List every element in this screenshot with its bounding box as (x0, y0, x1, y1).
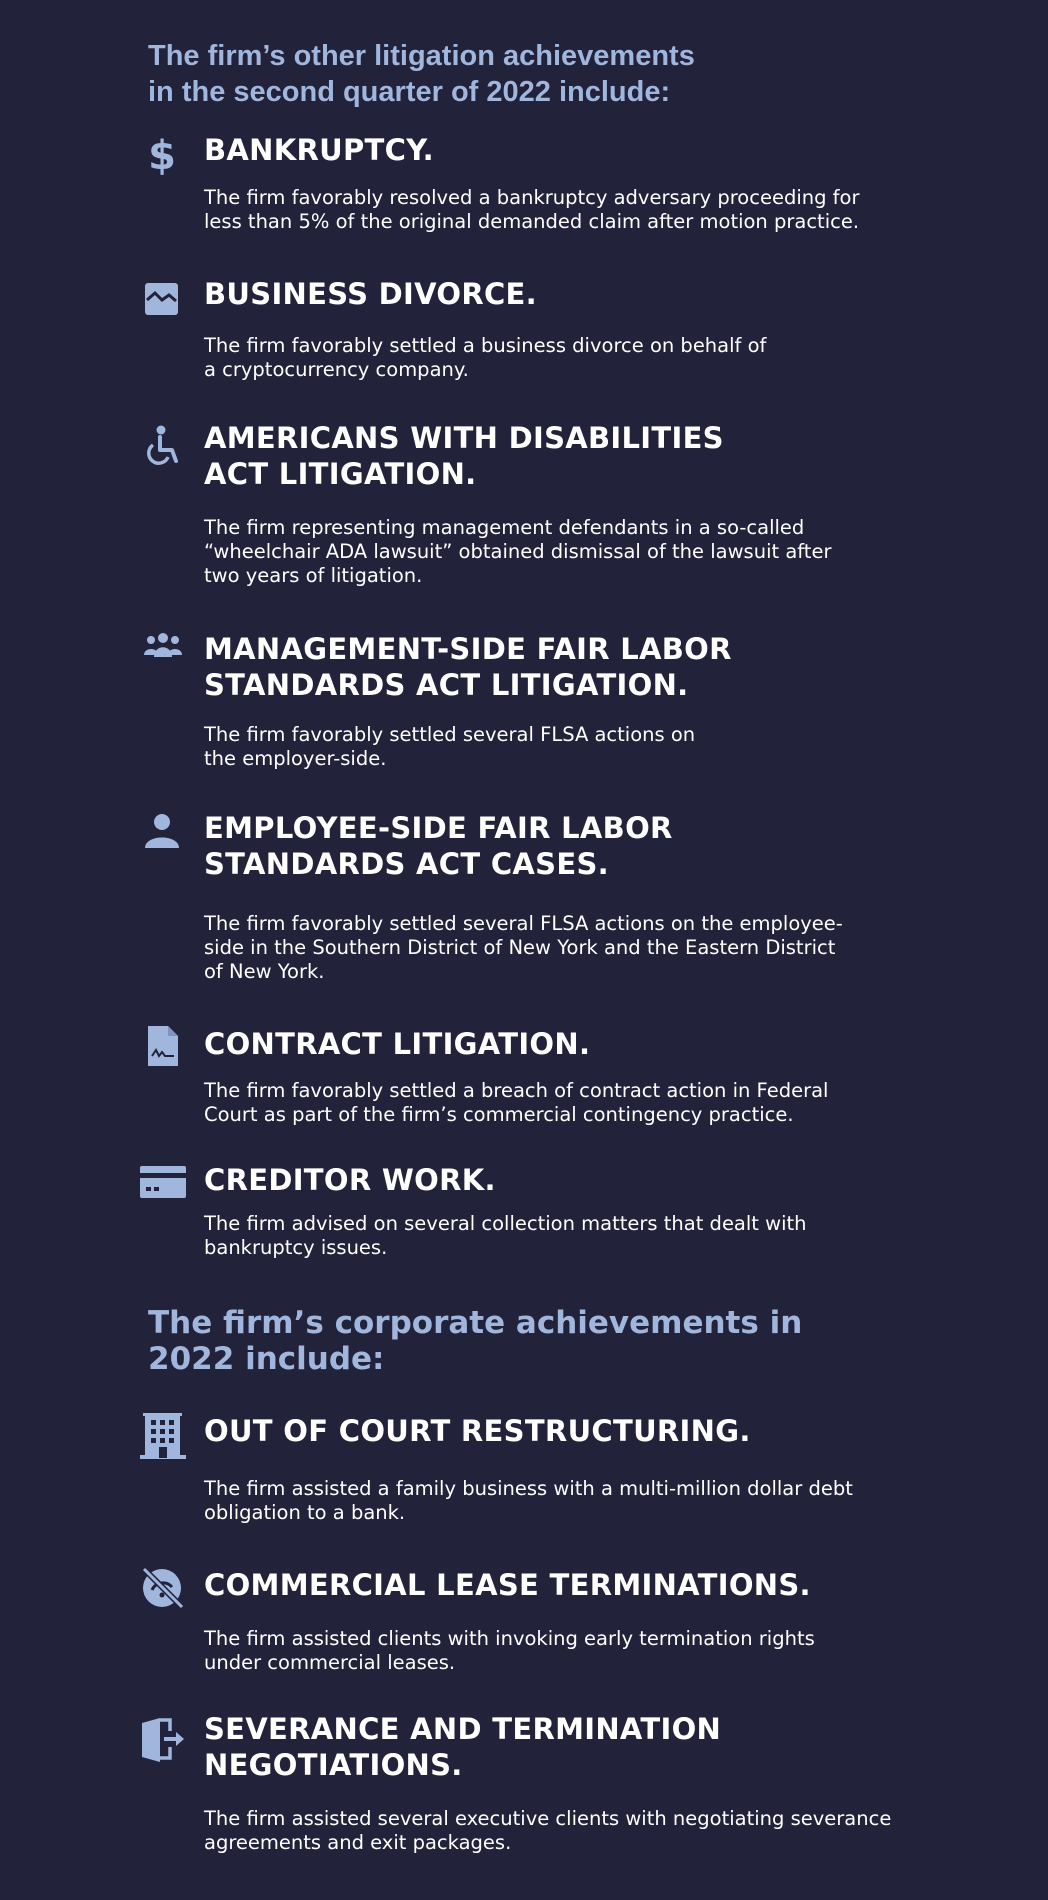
exit-door-icon (140, 1717, 186, 1763)
item-title: SEVERANCE AND TERMINATION NEGOTIATIONS. (204, 1712, 722, 1782)
item-title: CONTRACT LITIGATION. (204, 1027, 591, 1061)
item-title: MANAGEMENT-SIDE FAIR LABOR STANDARDS ACT LITIGATION. (204, 632, 732, 702)
item-title: BANKRUPTCY. (204, 133, 435, 167)
item-title: EMPLOYEE-SIDE FAIR LABOR STANDARDS ACT CASES. (204, 811, 673, 881)
credit-card-icon (140, 1162, 186, 1208)
litigation-heading: The firm’s other litigation achievements in the second quarter of 2022 include: (148, 40, 695, 108)
item-title: OUT OF COURT RESTRUCTURING. (204, 1414, 751, 1448)
image-icon (140, 276, 186, 322)
item-description: The firm favorably settled several FLSA actions on the employee- side in the Southern District of New York and the Eastern District of New York. (204, 912, 843, 983)
item-title: AMERICANS WITH DISABILITIES ACT LITIGATION. (204, 421, 724, 491)
item-description: The firm assisted clients with invoking early termination rights under commercial leases. (204, 1627, 815, 1674)
item-description: The firm favorably settled several FLSA actions on the employer-side. (204, 723, 696, 770)
item-description: The firm favorably settled a breach of contract action in Federal Court as part of the firm’s commercial contingency practice. (204, 1079, 829, 1126)
corporate-heading: The firm’s corporate achievements in 2022 include: (148, 1305, 803, 1377)
group-icon (140, 625, 186, 671)
item-description: The firm assisted a family business with a multi-million dollar debt obligation to a bank. (204, 1477, 853, 1524)
no-signal-icon (140, 1565, 186, 1611)
contract-document-icon (140, 1023, 186, 1069)
item-title: COMMERCIAL LEASE TERMINATIONS. (204, 1568, 811, 1602)
item-title: BUSINESS DIVORCE. (204, 277, 537, 311)
svg-text:$: $ (148, 133, 176, 178)
item-description: The firm favorably settled a business divorce on behalf of a cryptocurrency company. (204, 334, 767, 381)
item-description: The firm advised on several collection matters that dealt with bankruptcy issues. (204, 1212, 807, 1259)
item-description: The firm representing management defendants in a so-called “wheelchair ADA lawsuit” obtained dismissal of the lawsuit after two years of litigation. (204, 516, 832, 587)
item-title: CREDITOR WORK. (204, 1163, 496, 1197)
item-description: The firm assisted several executive clients with negotiating severance agreements and exit packages. (204, 1807, 892, 1854)
item-description: The firm favorably resolved a bankruptcy adversary proceeding for less than 5% of the original demanded claim after motion practice. (204, 186, 860, 233)
building-icon (140, 1413, 186, 1459)
person-icon (140, 810, 186, 856)
wheelchair-icon (140, 423, 186, 469)
dollar-icon (140, 132, 186, 178)
